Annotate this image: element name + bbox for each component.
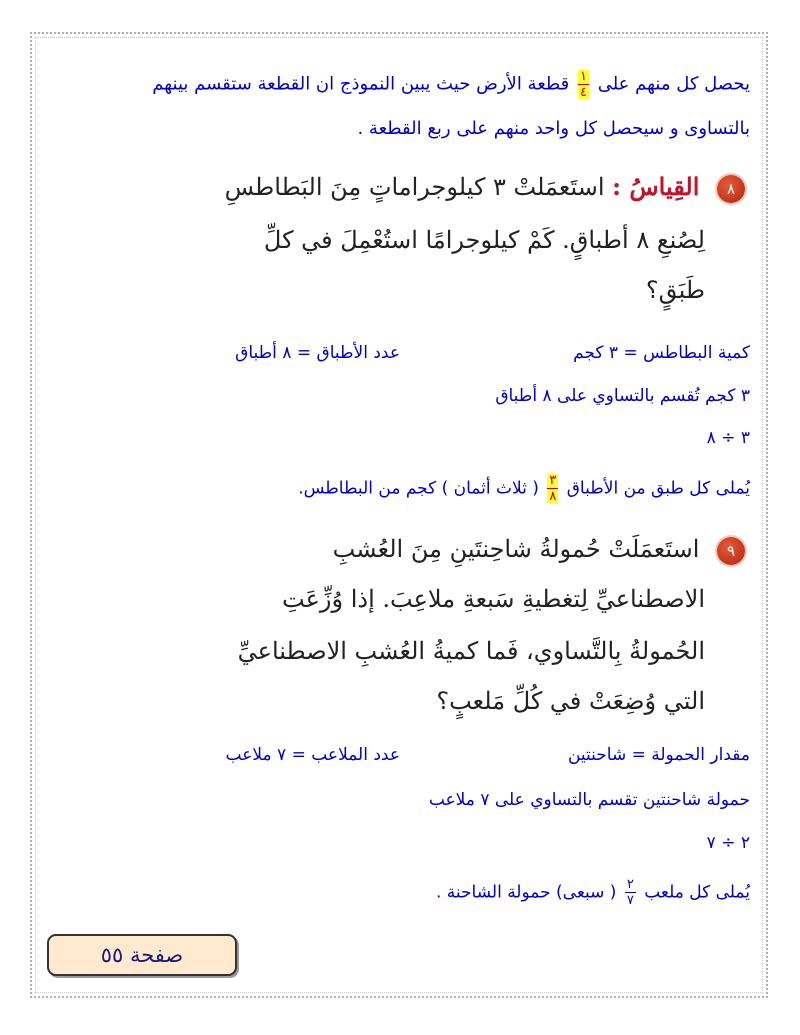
answer-8-result [298,474,750,503]
answer-8-given-a: كمية البطاطس = ٣ كجم [573,343,750,363]
two-sevenths-fraction [625,878,636,907]
quarter-fraction [578,70,589,99]
problem-text: استَعمَلَتْ حُمولةُ شاحِنتَينِ مِنَ العُشبِ [332,535,700,563]
problem-number-badge: ٨ [717,175,745,203]
problem-keyword: القِياسُ : [612,172,700,201]
answer-8-step-2: ٣ ÷ ٨ [706,428,750,448]
fraction-numerator: ١ [579,69,587,84]
fraction-denominator: ٤ [579,85,587,100]
fraction-denominator: ٧ [626,893,634,908]
fraction-numerator: ٣ [549,473,557,488]
answer-8-step-1: ٣ كجم تُقسم بالتساوي على ٨ أطباق [495,386,750,406]
answer-9-result [436,878,750,907]
answer-9-step-1: حمولة شاحنتين تقسم بالتساوي على ٧ ملاعب [428,790,750,810]
problem-8-line-3: طَبَقٍ؟ [645,276,705,304]
problem-9-line-2: الاصطناعيِّ لِتغطيةِ سَبعةِ ملاعِبَ. إذا وُزِّعَتِ [282,585,705,613]
result-text-a: يُملى كل طبق من الأطباق [566,478,750,499]
three-eighths-fraction [547,474,558,503]
problem-8-line-2: لِصُنعِ ٨ أطباقٍ. كَمْ كيلوجرامًا استُعْمِلَ في كلِّ [263,226,705,254]
intro-line-2: بالتساوى و سيحصل كل واحد منهم على ربع القطعة . [357,118,750,139]
answer-8-given-b: عدد الأطباق = ٨ أطباق [235,343,400,363]
result-text-a: يُملى كل ملعب [644,882,750,903]
answer-9-given-b: عدد الملاعب = ٧ ملاعب [225,745,400,765]
answer-9-step-2: ٢ ÷ ٧ [706,833,750,853]
problem-8-line-1 [225,172,745,203]
problem-9-line-4: التي وُضِعَتْ في كُلِّ مَلعبٍ؟ [436,687,705,715]
problem-number-badge: ٩ [717,537,745,565]
problem-text: استَعمَلتْ ٣ كيلوجراماتٍ مِنَ البَطاطسِ [224,173,605,201]
fraction-denominator: ٨ [549,489,557,504]
problem-9-line-3: الحُمولةُ بِالتَّساوي، فَما كميةُ العُشبِ الاصطناعيِّ [237,637,705,665]
result-text-b: ( ثلاث أثمان ) كجم من البطاطس. [298,478,539,499]
fraction-numerator: ٢ [626,877,634,892]
intro-text-a: يحصل كل منهم على [597,73,750,95]
intro-line-1 [152,70,750,99]
intro-text-b: قطعة الأرض حيث يبين النموذج ان القطعة ستقسم بينهم [152,73,570,95]
result-text-b: ( سبعى) حمولة الشاحنة . [435,882,617,903]
problem-9-line-1 [333,535,745,565]
answer-9-given-a: مقدار الحمولة = شاحنتين [567,745,750,765]
page-number-badge: صفحة ٥٥ [47,934,237,976]
